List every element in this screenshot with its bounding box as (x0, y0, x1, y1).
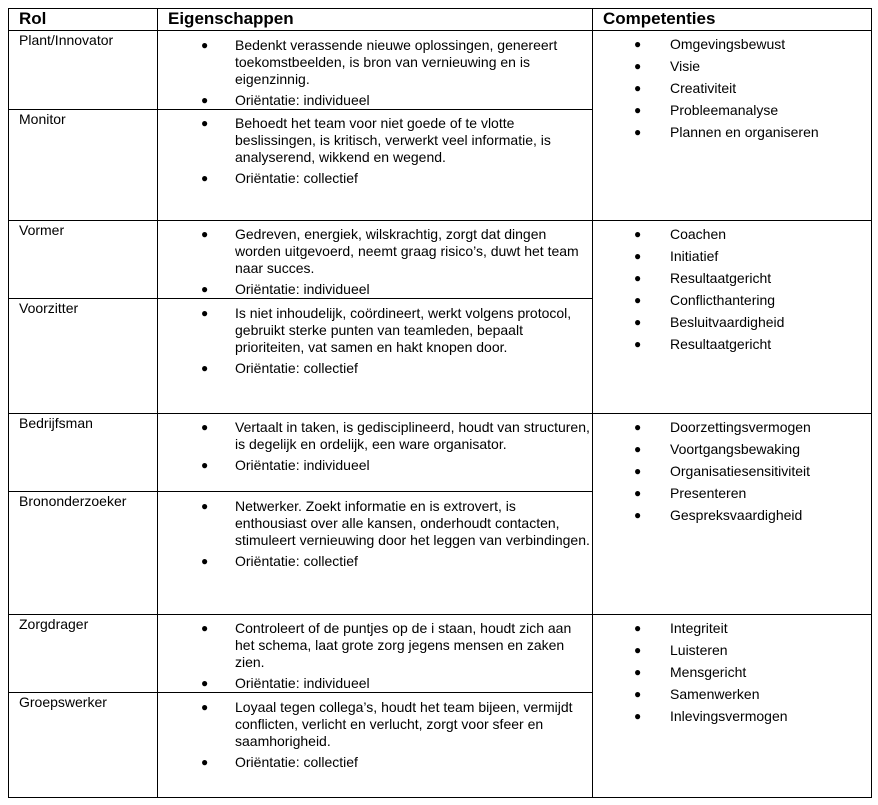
list-item (201, 360, 591, 377)
competency: Inlevingsvermogen (670, 708, 788, 724)
bullet-icon: ● (634, 315, 642, 329)
bullet-icon: ● (201, 554, 209, 568)
competency: Samenwerken (670, 686, 760, 702)
column-divider (592, 8, 593, 798)
list-item (634, 441, 864, 463)
bullet-icon: ● (634, 59, 642, 73)
header-traits: Eigenschappen (168, 9, 294, 28)
bullet-icon: ● (634, 271, 642, 285)
trait-text: Vertaalt in taken, is gedisciplineerd, houdt van structuren, is degelijk en ordelijk, een ware organisator. (235, 419, 590, 452)
list-item (634, 642, 864, 664)
bullet-icon: ● (201, 171, 209, 185)
row-divider (8, 298, 593, 299)
list-item (634, 708, 864, 730)
trait-orientation: Oriëntatie: collectief (235, 170, 358, 186)
competency: Voortgangsbewaking (670, 441, 800, 457)
list-item (201, 115, 591, 166)
competency: Omgevingsbewust (670, 36, 786, 52)
row-divider (8, 109, 593, 110)
traits-cell (201, 305, 591, 377)
bullet-icon: ● (201, 420, 209, 434)
bullet-icon: ● (634, 621, 642, 635)
bullet-icon: ● (634, 464, 642, 478)
role-name: Brononderzoeker (19, 493, 127, 509)
bullet-icon: ● (634, 486, 642, 500)
bullet-icon: ● (634, 293, 642, 307)
competency: Conflicthantering (670, 292, 776, 308)
row-divider (8, 491, 593, 492)
trait-orientation: Oriëntatie: individueel (235, 457, 370, 473)
role-name: Vormer (19, 222, 65, 238)
trait-orientation: Oriëntatie: collectief (235, 754, 358, 770)
competency: Creativiteit (670, 80, 737, 96)
list-item (634, 485, 864, 507)
bullet-icon: ● (634, 643, 642, 657)
bullet-icon: ● (634, 337, 642, 351)
trait-text: Controleert of de puntjes op de i staan, houdt zich aan het schema, laat grote zorg jegens mensen en zaken zien. (235, 620, 572, 670)
role-name: Zorgdrager (19, 616, 89, 632)
list-item (201, 92, 591, 109)
bullet-icon: ● (634, 81, 642, 95)
list-item (634, 80, 864, 102)
trait-text: Loyaal tegen collega’s, houdt het team bijeen, vermijdt conflicten, verlicht en verlucht, zorgt voor sfeer en saamhorigheid. (235, 699, 573, 749)
group-divider (8, 220, 872, 221)
bullet-icon: ● (634, 709, 642, 723)
list-item (634, 463, 864, 485)
column-divider (157, 8, 158, 798)
trait-text: Gedreven, energiek, wilskrachtig, zorgt dat dingen worden uitgevoerd, neemt graag risico’s, duwt het team naar succes. (235, 226, 579, 276)
list-item (201, 553, 591, 570)
competency: Coachen (670, 226, 727, 242)
traits-cell (201, 226, 591, 298)
bullet-icon: ● (201, 676, 209, 690)
table-border-bottom (8, 797, 872, 798)
list-item (634, 248, 864, 270)
list-item (201, 620, 591, 671)
list-item (634, 270, 864, 292)
list-item (201, 457, 591, 474)
list-item (201, 699, 591, 750)
competency: Probleemanalyse (670, 102, 779, 118)
list-item (201, 498, 591, 549)
bullet-icon: ● (634, 249, 642, 263)
competency: Visie (670, 58, 701, 74)
bullet-icon: ● (201, 306, 209, 320)
competency: Resultaatgericht (670, 336, 772, 352)
bullet-icon: ● (634, 687, 642, 701)
list-item (201, 675, 591, 692)
list-item (201, 305, 591, 356)
trait-orientation: Oriëntatie: collectief (235, 360, 358, 376)
competency: Integriteit (670, 620, 728, 636)
trait-orientation: Oriëntatie: individueel (235, 675, 370, 691)
trait-orientation: Oriëntatie: individueel (235, 281, 370, 297)
role-name: Plant/Innovator (19, 32, 114, 48)
bullet-icon: ● (634, 508, 642, 522)
trait-text: Netwerker. Zoekt informatie en is extrovert, is enthousiast over alle kansen, onderhoudt contacten, stimuleert vernieuwing door het leggen van verbindingen. (235, 498, 590, 548)
bullet-icon: ● (201, 621, 209, 635)
bullet-icon: ● (634, 420, 642, 434)
trait-text: Behoedt het team voor niet goede of te vlotte beslissingen, is kritisch, verwerkt veel informatie, is analyserend, wikkend en wegend. (235, 115, 551, 165)
competency: Gespreksvaardigheid (670, 507, 803, 523)
traits-cell (201, 620, 591, 692)
competency: Luisteren (670, 642, 728, 658)
bullet-icon: ● (201, 116, 209, 130)
bullet-icon: ● (201, 282, 209, 296)
bullet-icon: ● (201, 755, 209, 769)
group-divider (8, 614, 872, 615)
list-item (201, 226, 591, 277)
list-item (201, 419, 591, 453)
bullet-icon: ● (634, 227, 642, 241)
header-divider (8, 30, 872, 31)
list-item (634, 620, 864, 642)
competency: Doorzettingsvermogen (670, 419, 811, 435)
bullet-icon: ● (201, 38, 209, 52)
competencies-cell (634, 36, 864, 146)
trait-orientation: Oriëntatie: individueel (235, 92, 370, 108)
header-competencies: Competenties (603, 9, 716, 28)
list-item (634, 292, 864, 314)
list-item (201, 754, 591, 771)
bullet-icon: ● (201, 458, 209, 472)
list-item (634, 124, 864, 146)
role-name: Groepswerker (19, 694, 107, 710)
competency: Organisatiesensitiviteit (670, 463, 811, 479)
list-item (201, 170, 591, 187)
competencies-cell (634, 419, 864, 529)
competency: Initiatief (670, 248, 719, 264)
traits-cell (201, 419, 591, 474)
bullet-icon: ● (201, 93, 209, 107)
bullet-icon: ● (634, 103, 642, 117)
traits-cell (201, 699, 591, 771)
bullet-icon: ● (201, 700, 209, 714)
bullet-icon: ● (201, 361, 209, 375)
traits-cell (201, 498, 591, 570)
trait-text: Bedenkt verassende nieuwe oplossingen, genereert toekomstbeelden, is bron van vernieuwing en is eigenzinnig. (235, 37, 558, 87)
role-name: Bedrijfsman (19, 415, 93, 431)
role-name: Voorzitter (19, 300, 79, 316)
competencies-cell (634, 226, 864, 358)
list-item (634, 507, 864, 529)
table-border-right (871, 8, 872, 798)
list-item (201, 281, 591, 298)
row-divider (8, 692, 593, 693)
traits-cell (201, 37, 591, 109)
bullet-icon: ● (634, 125, 642, 139)
list-item (634, 102, 864, 124)
table-border-top (8, 8, 872, 9)
competency: Plannen en organiseren (670, 124, 819, 140)
competency: Resultaatgericht (670, 270, 772, 286)
table-border-left (8, 8, 9, 798)
bullet-icon: ● (634, 37, 642, 51)
competency: Besluitvaardigheid (670, 314, 785, 330)
list-item (201, 37, 591, 88)
list-item (634, 58, 864, 80)
bullet-icon: ● (634, 442, 642, 456)
bullet-icon: ● (201, 227, 209, 241)
role-name: Monitor (19, 111, 66, 127)
bullet-icon: ● (201, 499, 209, 513)
list-item (634, 686, 864, 708)
list-item (634, 226, 864, 248)
group-divider (8, 413, 872, 414)
competency: Mensgericht (670, 664, 747, 680)
competencies-cell (634, 620, 864, 730)
competency: Presenteren (670, 485, 747, 501)
bullet-icon: ● (634, 665, 642, 679)
trait-orientation: Oriëntatie: collectief (235, 553, 358, 569)
header-role: Rol (19, 9, 47, 28)
list-item (634, 36, 864, 58)
list-item (634, 336, 864, 358)
list-item (634, 419, 864, 441)
list-item (634, 664, 864, 686)
trait-text: Is niet inhoudelijk, coördineert, werkt volgens protocol, gebruikt sterke punten van teamleden, bepaalt prioriteiten, vat samen en hakt knopen door. (235, 305, 572, 355)
traits-cell (201, 115, 591, 187)
list-item (634, 314, 864, 336)
